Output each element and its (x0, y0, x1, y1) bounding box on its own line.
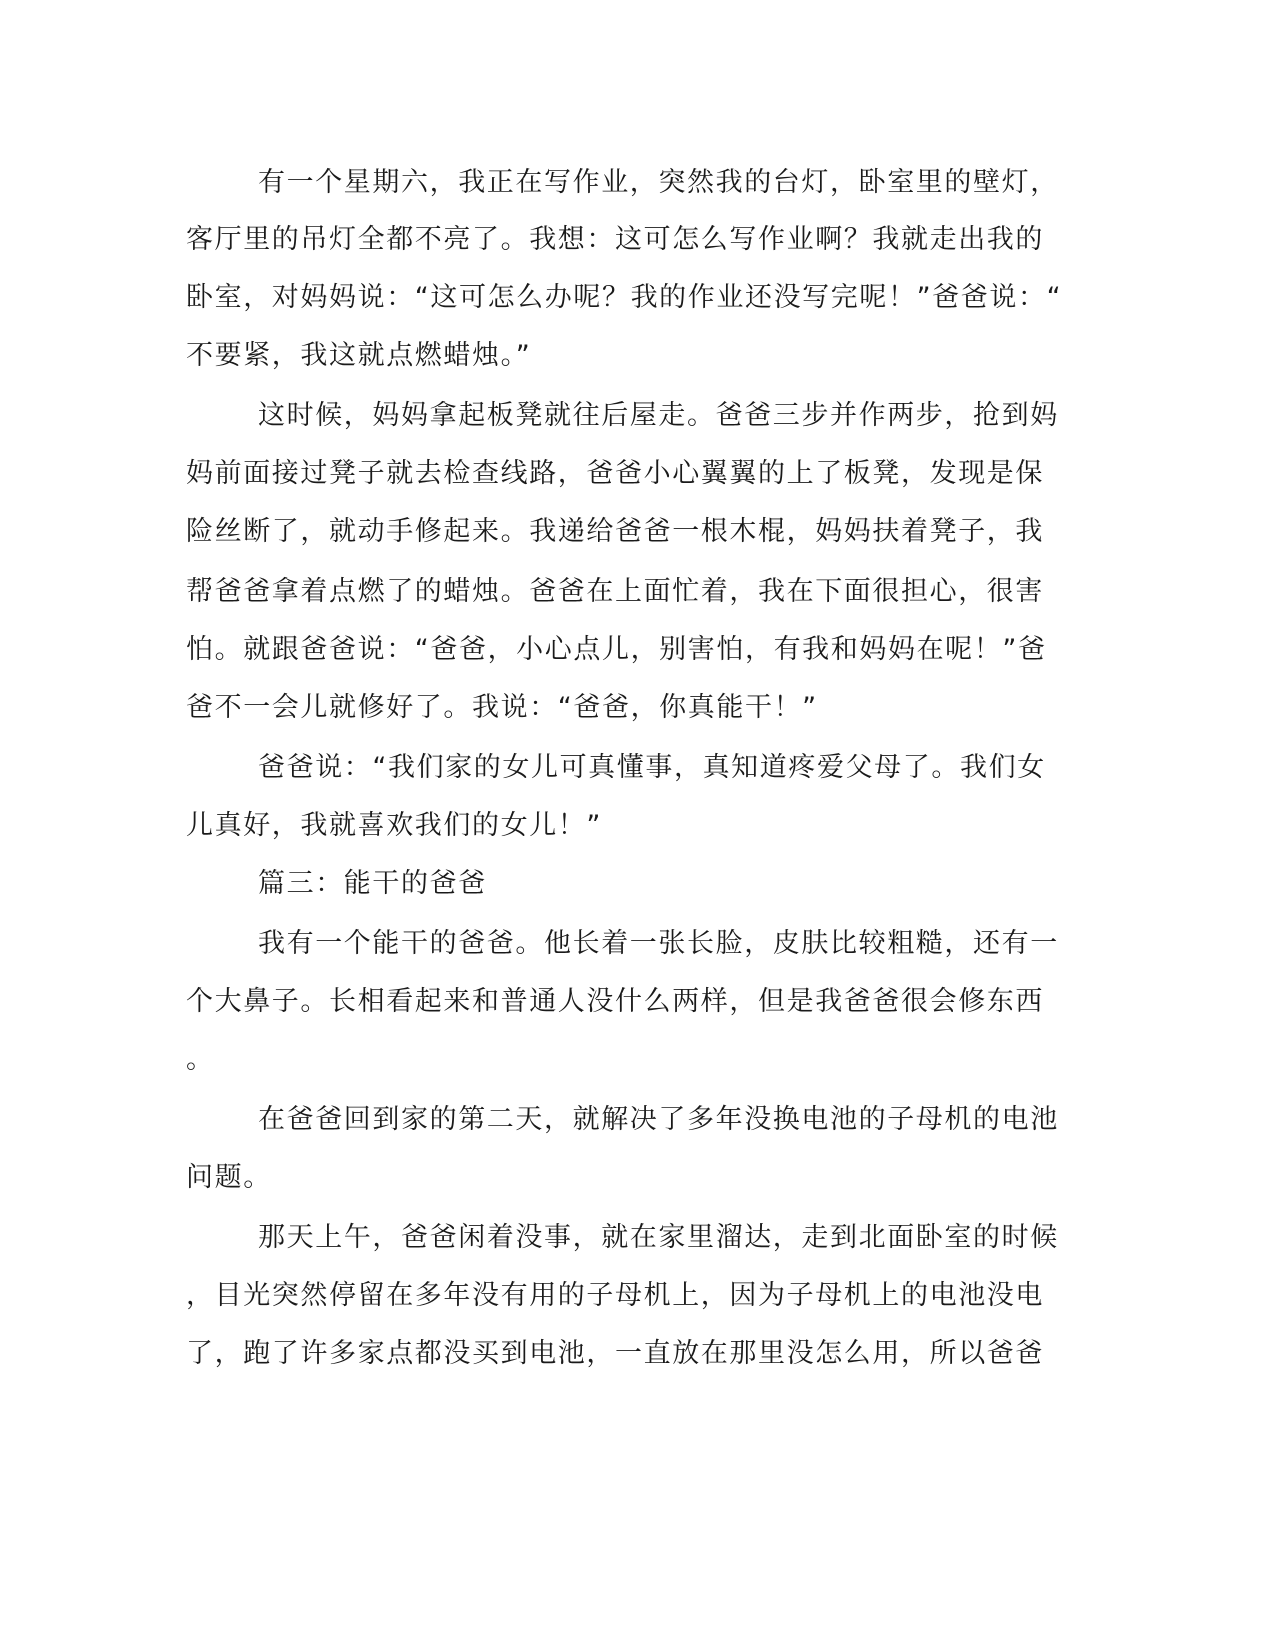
paragraph-line: 有一个星期六，我正在写作业，突然我的台灯，卧室里的壁灯， (258, 167, 1059, 198)
paragraph-line: 爸不一会儿就修好了。我说：“爸爸，你真能干！” (186, 692, 818, 723)
paragraph-line: 客厅里的吊灯全都不亮了。我想：这可怎么写作业啊？我就走出我的 (186, 224, 1044, 255)
paragraph-line: 。 (186, 1044, 215, 1075)
paragraph-line: 妈前面接过凳子就去检查线路，爸爸小心翼翼的上了板凳，发现是保 (186, 458, 1044, 489)
paragraph-line: 那天上午，爸爸闲着没事，就在家里溜达，走到北面卧室的时候 (258, 1222, 1059, 1253)
paragraph-line: 在爸爸回到家的第二天，就解决了多年没换电池的子母机的电池 (258, 1104, 1059, 1135)
paragraph-line: 卧室，对妈妈说：“这可怎么办呢？我的作业还没写完呢！”爸爸说：“ (186, 282, 1063, 313)
paragraph-line: 我有一个能干的爸爸。他长着一张长脸，皮肤比较粗糙，还有一 (258, 928, 1059, 959)
paragraph-line: 不要紧，我这就点燃蜡烛。” (186, 340, 532, 371)
paragraph-line: 个大鼻子。长相看起来和普通人没什么两样，但是我爸爸很会修东西 (186, 986, 1044, 1017)
paragraph-line: ，目光突然停留在多年没有用的子母机上，因为子母机上的电池没电 (186, 1280, 1044, 1311)
paragraph-line: 儿真好，我就喜欢我们的女儿！” (186, 810, 602, 841)
paragraph-line: 这时候，妈妈拿起板凳就往后屋走。爸爸三步并作两步，抢到妈 (258, 400, 1059, 431)
paragraph-line: 怕。就跟爸爸说：“爸爸，小心点儿，别害怕，有我和妈妈在呢！”爸 (186, 634, 1047, 665)
section-heading: 篇三：能干的爸爸 (258, 868, 487, 899)
paragraph-line: 了，跑了许多家点都没买到电池，一直放在那里没怎么用，所以爸爸 (186, 1338, 1044, 1369)
paragraph-line: 爸爸说：“我们家的女儿可真懂事，真知道疼爱父母了。我们女 (258, 752, 1046, 783)
paragraph-line: 帮爸爸拿着点燃了的蜡烛。爸爸在上面忙着，我在下面很担心，很害 (186, 576, 1044, 607)
paragraph-line: 问题。 (186, 1162, 272, 1193)
paragraph-line: 险丝断了，就动手修起来。我递给爸爸一根木棍，妈妈扶着凳子，我 (186, 516, 1044, 547)
